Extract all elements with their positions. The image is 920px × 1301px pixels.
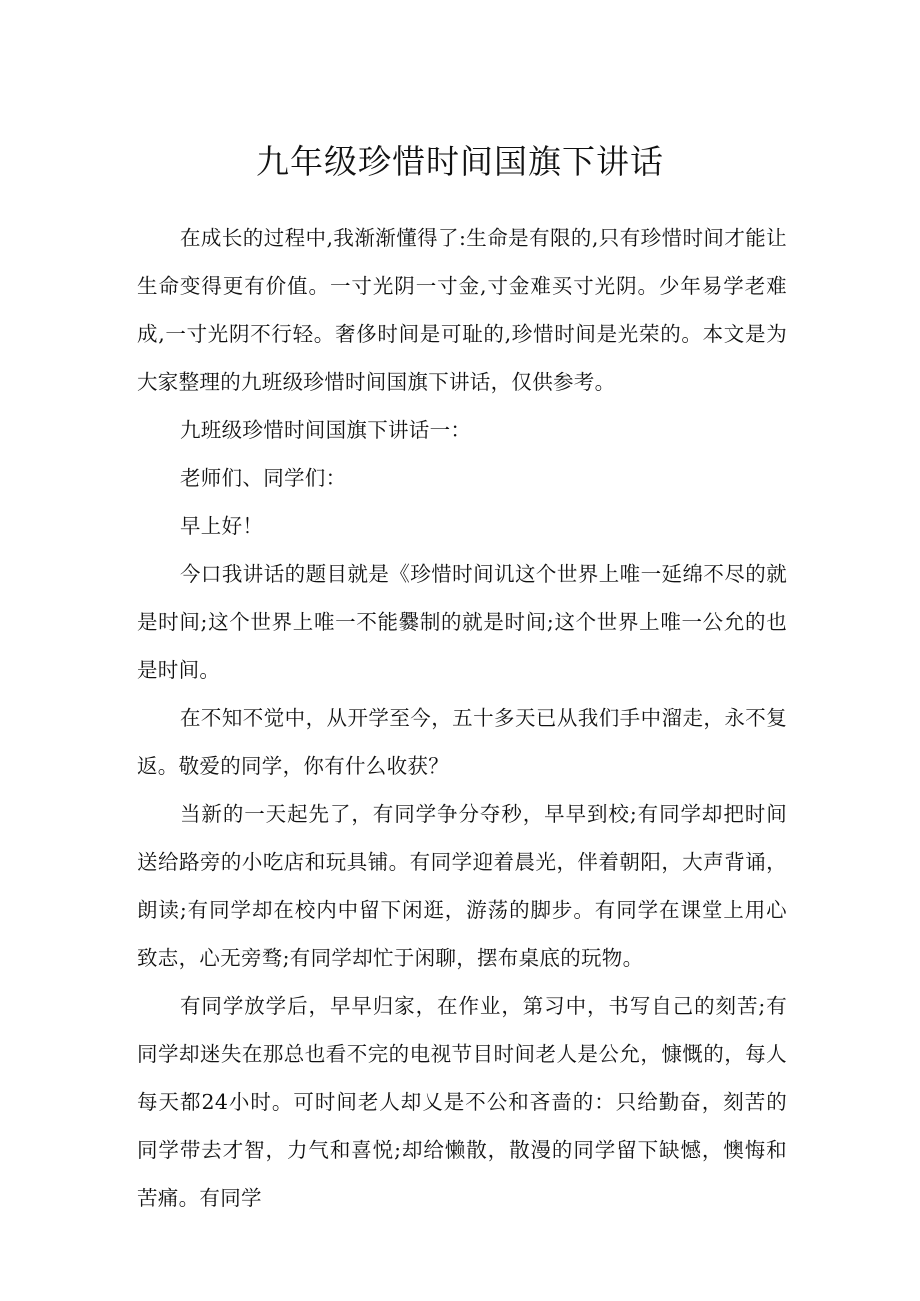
paragraph-speech-heading: 九班级珍惜时间国旗下讲话一：: [180, 418, 472, 442]
paragraph-greeting: 早上好！: [180, 514, 264, 538]
paragraph-reflection: 在不知不觉中，从开学至今，五十多天已从我们手中溜走，永不复返。敬爱的同学，你有什么收获？: [137, 706, 787, 778]
paragraph-morning: 当新的一天起先了，有同学争分夺秒，早早到校;有同学却把时间送给路旁的小吃店和玩具铺。有同学迎着晨光，伴着朝阳，大声背诵，朗读;有同学却在校内中留下闲逛，游荡的脚步。有同学在课堂上用心致志，心无旁骛;有同学却忙于闲聊，摆布桌底的玩物。: [137, 802, 787, 970]
paragraph-after-school: 有同学放学后，早早归家，在作业，第习中，书写自己的刻苦;有同学却迷失在那总也看不完的电视节目时间老人是公允，慷慨的，每人每天都24小时。可时间老人却乂是不公和吝啬的：只给勤奋，刻苦的同学带去才智，力气和喜悦;却给懒散，散漫的同学留下缺憾，懊悔和苦痛。有同学: [137, 994, 787, 1210]
page-title: 九年级珍惜时间国旗下讲话: [256, 142, 664, 181]
document-body: [137, 214, 787, 1222]
paragraph-intro: 在成长的过程中,我渐渐懂得了:生命是有限的,只有珍惜时间才能让生命变得更有价值。一寸光阴一寸金,寸金难买寸光阴。少年易学老难成,一寸光阴不行轻。奢侈时间是可耻的,珍惜时间是光荣的。本文是为大家整理的九班级珍惜时间国旗下讲话，仅供参考。: [137, 226, 787, 394]
paragraph-topic: 今口我讲话的题目就是《珍惜时间讥这个世界上唯一延绵不尽的就是时间;这个世界上唯一不能爨制的就是时间;这个世界上唯一公允的也是时间。: [137, 562, 787, 682]
paragraph-salutation: 老师们、同学们：: [180, 466, 347, 490]
